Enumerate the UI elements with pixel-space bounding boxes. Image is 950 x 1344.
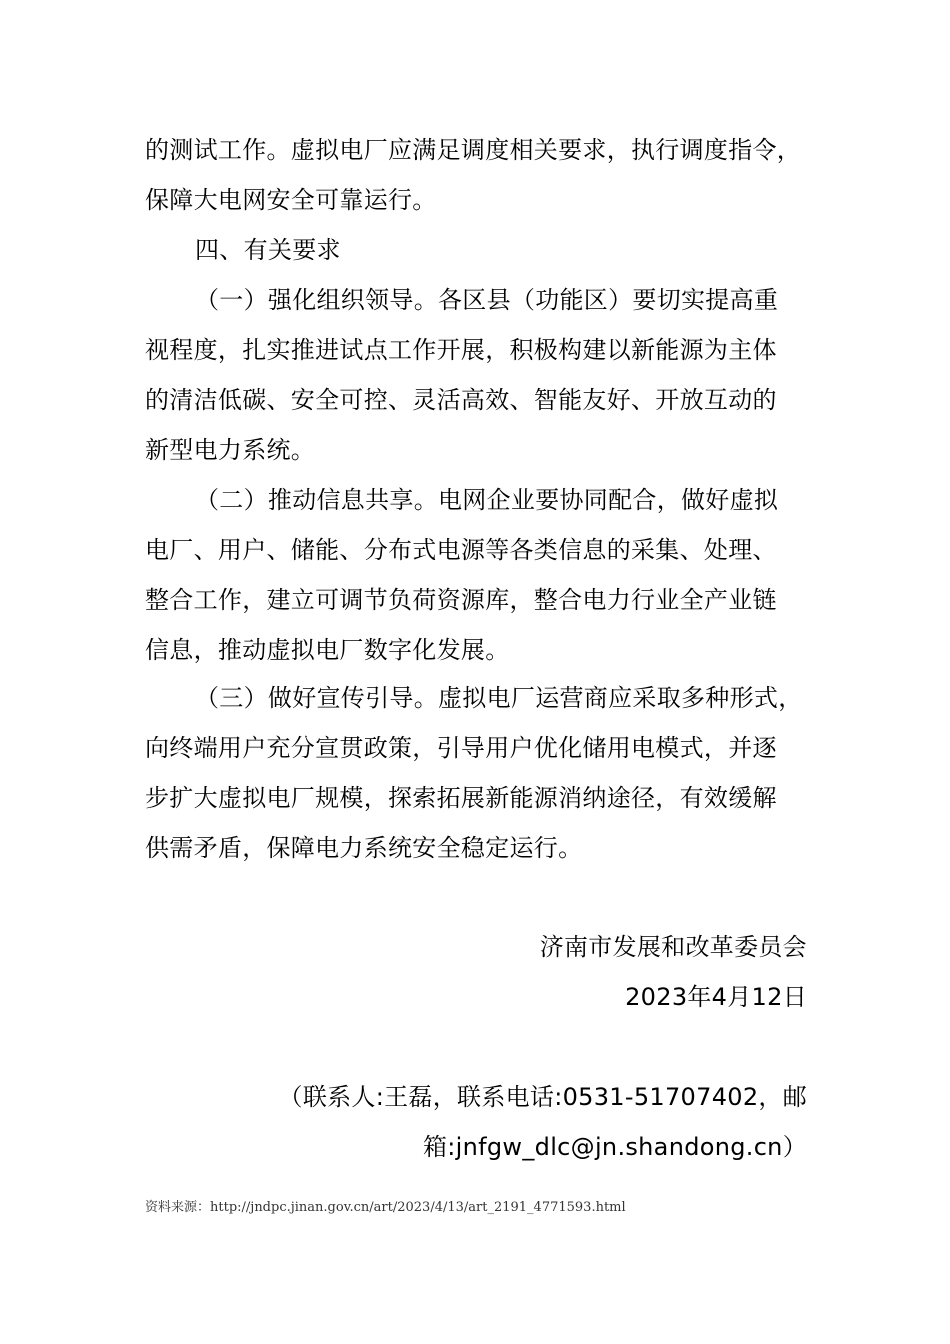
body-line-5: 视程度，扎实推进试点工作开展，积极构建以新能源为主体: [145, 336, 777, 364]
body-line-11: 信息，推动虚拟电厂数字化发展。: [145, 636, 510, 664]
body-line-item-2-start: （二）推动信息共享。电网企业要协同配合，做好虚拟: [195, 486, 779, 514]
section-heading-requirements: 四、有关要求: [195, 236, 341, 264]
body-line-14: 步扩大虚拟电厂规模，探索拓展新能源消纳途径，有效缓解: [145, 784, 777, 812]
contact-line-2: 箱:jnfgw_dlc@jn.shandong.cn）: [422, 1133, 807, 1161]
signature-date: 2023年4月12日: [625, 983, 807, 1011]
body-line-6: 的清洁低碳、安全可控、灵活高效、智能友好、开放互动的: [145, 386, 777, 414]
body-line-item-1-start: （一）强化组织领导。各区县（功能区）要切实提高重: [195, 286, 779, 314]
body-line-13: 向终端用户充分宣贯政策，引导用户优化储用电模式，并逐: [145, 734, 777, 762]
body-line-2: 保障大电网安全可靠运行。: [145, 186, 437, 214]
body-line-1: 的测试工作。虚拟电厂应满足调度相关要求，执行调度指令，: [145, 136, 802, 164]
body-line-item-3-start: （三）做好宣传引导。虚拟电厂运营商应采取多种形式，: [195, 684, 803, 712]
source-footnote: 资料来源：http://jndpc.jinan.gov.cn/art/2023/4/13/art_2191_4771593.html: [145, 1200, 626, 1215]
contact-line-1: （联系人:王磊，联系电话:0531-51707402，邮: [278, 1083, 807, 1111]
body-line-7: 新型电力系统。: [145, 436, 316, 464]
body-line-15: 供需矛盾，保障电力系统安全稳定运行。: [145, 834, 583, 862]
body-line-10: 整合工作，建立可调节负荷资源库，整合电力行业全产业链: [145, 586, 777, 614]
body-line-9: 电厂、用户、储能、分布式电源等各类信息的采集、处理、: [145, 536, 777, 564]
signature-org: 济南市发展和改革委员会: [539, 933, 807, 961]
